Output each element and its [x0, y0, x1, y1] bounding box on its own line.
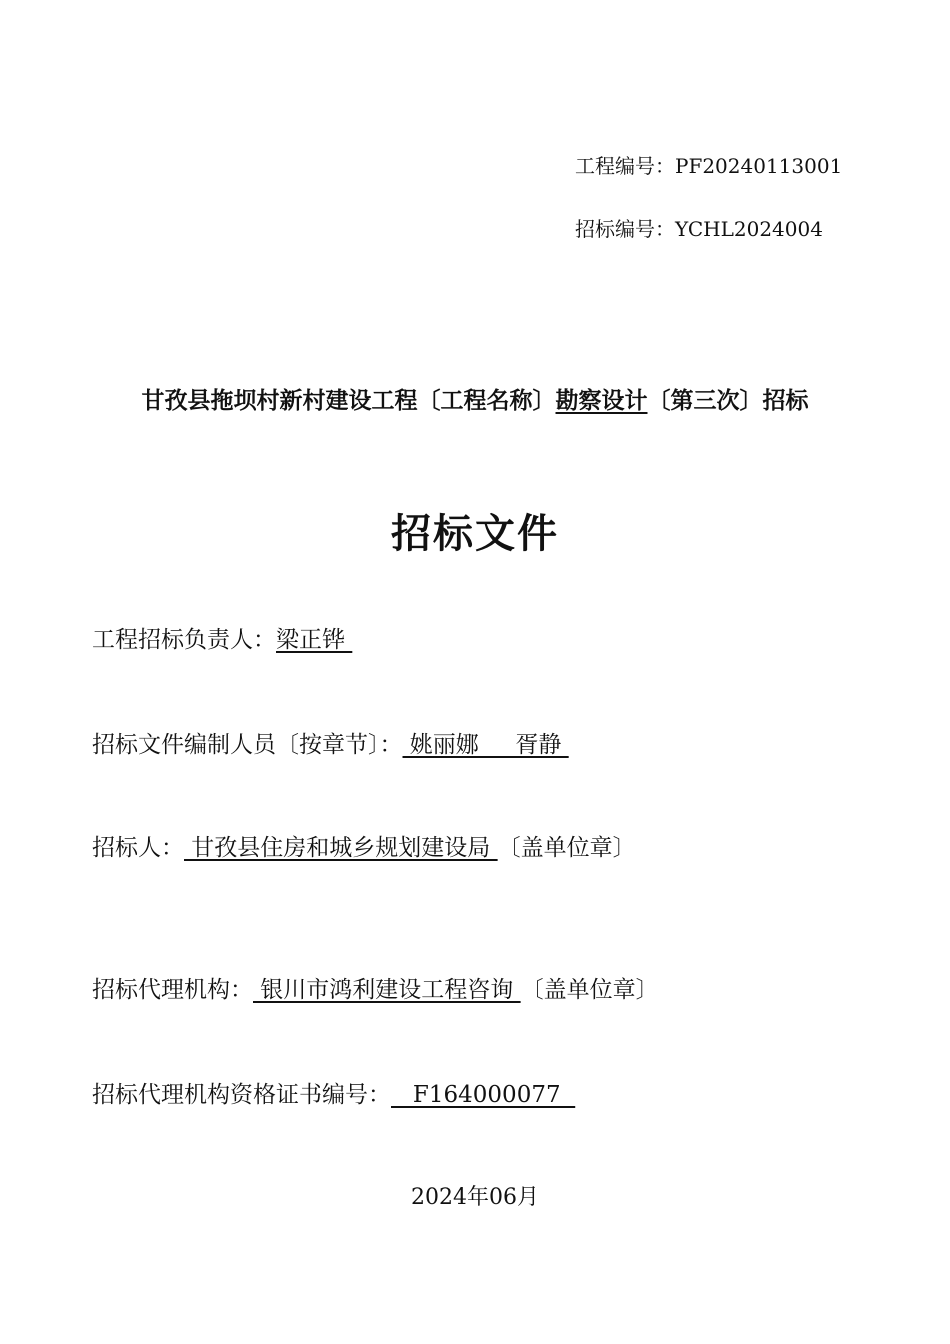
title-underlined: 勘察设计: [555, 388, 648, 414]
tenderer-row: [92, 829, 636, 862]
project-title: [0, 382, 950, 415]
manager-value: 梁正铧: [276, 627, 353, 653]
agency-value: 银川市鸿利建设工程咨询: [253, 977, 521, 1003]
document-date: 2024年06月: [411, 1185, 539, 1210]
agency-suffix: 〔盖单位章〕: [520, 977, 659, 1003]
manager-row: [92, 621, 352, 654]
editors-value: 姚丽娜 胥静: [402, 732, 569, 758]
project-number: 工程编号：PF20240113001: [575, 154, 843, 178]
editors-row: [92, 726, 569, 759]
editors-label: 招标文件编制人员〔按章节〕：: [92, 732, 403, 758]
manager-label: 工程招标负责人：: [92, 627, 276, 653]
tenderer-value: 甘孜县住房和城乡规划建设局: [184, 835, 498, 861]
document-title: 招标文件: [391, 511, 559, 557]
title-prefix: 甘孜县拖坝村新村建设工程〔工程名称〕: [141, 388, 556, 414]
certificate-value: F164000077: [391, 1082, 576, 1108]
certificate-label: 招标代理机构资格证书编号：: [92, 1082, 391, 1108]
tenderer-label: 招标人：: [92, 835, 184, 861]
certificate-row: [92, 1076, 575, 1109]
tenderer-suffix: 〔盖单位章〕: [497, 835, 636, 861]
tender-number: 招标编号：YCHL2024004: [575, 217, 823, 241]
agency-label: 招标代理机构：: [92, 977, 253, 1003]
title-suffix: 〔第三次〕招标: [647, 388, 809, 414]
agency-row: [92, 971, 659, 1004]
